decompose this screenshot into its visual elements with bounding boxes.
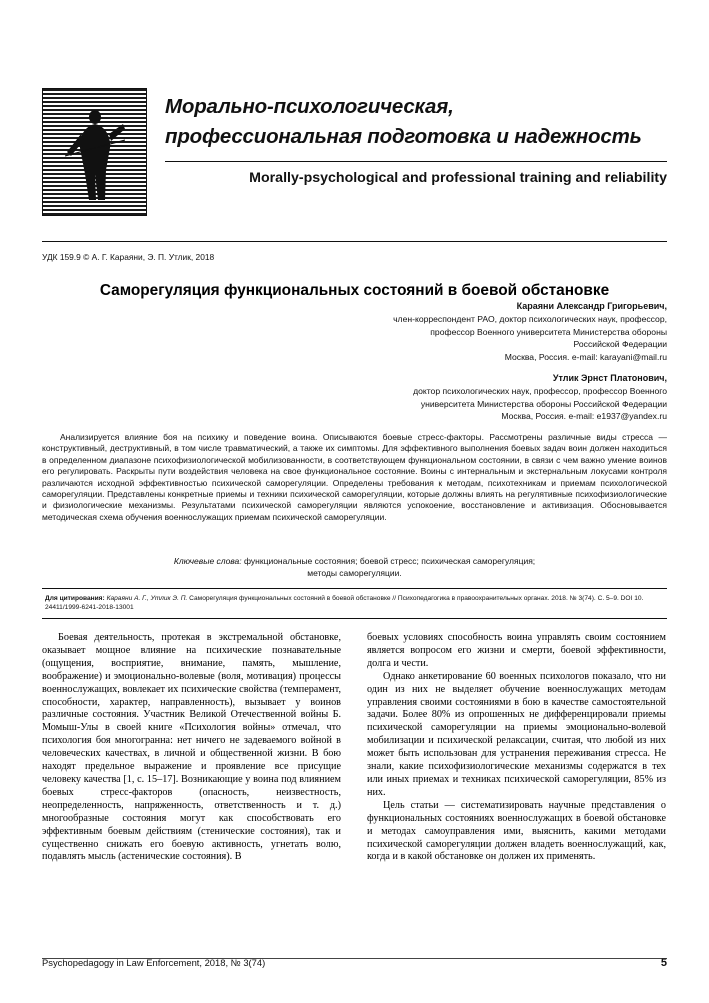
udc-line: УДК 159.9 © А. Г. Караяни, Э. П. Утлик, 2018: [42, 252, 215, 262]
footer-journal-title: Psychopedagogy in Law Enforcement, 2018, № 3(74): [42, 957, 266, 968]
masthead: [42, 88, 667, 216]
page-footer: [42, 957, 667, 969]
citation-box: [42, 588, 667, 619]
journal-logo: [42, 88, 147, 216]
right-column: [367, 632, 666, 864]
author-affiliation-line: член-корреспондент РАО, доктор психологических наук, профессор,: [393, 313, 667, 324]
keywords-line1: функциональные состояния; боевой стресс; психическая саморегуляция;: [244, 556, 536, 566]
keywords-block: [42, 556, 667, 579]
citation-label: Для цитирования:: [45, 595, 105, 602]
paragraph: Боевая деятельность, протекая в экстремальной обстановке, оказывает мощное влияние на психические познавательные (ощущения, восприятие, внимание, память, мышление, воображение) и эмоционально-волевые (воля, мотивация) процессы военнослужащих, вовлекает их психические свойства (темперамент, способности, характер, направленность), вызывает у воинов различные состояния. Участник Великой Отечественной войны Б. Момыш-Улы в своей книге «Психология войны» отмечал, что психология боя многогранна: нет ничего не задеваемого войной в человеческих качествах, в личной и общественной жизни. В бою находят предельное выражение и проявление все присущие человеку качества [1, с. 15–17]. Возникающие у воина под влиянием боевых стресс-факторов (опасность, неизвестность, неопределенность, напряженность, ответственность и т. д.) многообразные состояния могут как способствовать его эффективным боевым действиям (стенические состояния), так и существенно снижать его боевую активность, угнетать волю, подавлять мысль (астенические состояния). В: [42, 632, 341, 863]
author-affiliation-line: профессор Военного университета Министерства обороны: [430, 326, 667, 337]
masthead-title-line1: Морально-психологическая,: [165, 95, 454, 118]
masthead-title-line2: профессиональная подготовка и надежность: [165, 125, 642, 148]
authors-block: [42, 300, 667, 423]
body-columns: [42, 632, 667, 864]
author-name: Утлик Эрнст Платонович,: [552, 372, 667, 383]
woodcut-figure-icon: [65, 104, 125, 204]
author-affiliation-line: Российской Федерации: [573, 339, 667, 350]
abstract-text: Анализируется влияние боя на психику и поведение воина. Описываются боевые стресс-факторы. Рассмотрены различные виды стресса — конструктивный, деструктивный, в том числе травматический, а также их симптомы. Для эффективного выполнения боевых задач воин должен находиться в определенном диапазоне психофизиологической мобилизованности, в соответствующем функциональном состоянии, в связи с чем важно умение воинов его регулировать. Раскрыты пути воздействия человека на свое функциональное состояние. Воины с интернальным и экстернальным локусами контроля различаются исходной эффективностью психической саморегуляции. Определены требования к методам, психотехникам и приемам психологической саморегуляции. Представлены конкретные приемы и техники психической саморегуляции, которые должны влиять на регулятивные психофизиологические и физиологические механизмы. Результатами психической саморегуляции являются успокоение, восстановление и активизация. Обосновывается методическая схема обучения военнослужащих приемам психической саморегуляции.: [42, 432, 667, 522]
citation-authors: Караяни А. Г., Утлик Э. П.: [106, 595, 188, 602]
paragraph: Однако анкетирование 60 военных психологов показало, что ни один из них не выделяет обучение военнослужащих методам управления своими состояниями в бою в качестве самостоятельной задачи. Более 80% из опрошенных не дифференцировали приемы психической саморегуляции на приемы эмоционально-волевой мобилизации и психической релаксации, считая, что любой из них может быть использован для устранения переживания стресса. Не знали, какие психофизиологические механизмы содержатся в тех или иных приемах и техниках психической саморегуляции, 85% из них.: [367, 670, 666, 798]
author-entry: [42, 300, 667, 364]
paragraph: Цель статьи — систематизировать научные представления о функциональных состояниях военнослужащих в боевой обстановке и методах самоуправления ими, выяснить, какими методами психической саморегуляции должен владеть военнослужащий, как, когда и в какой обстановке он должен их применять.: [367, 799, 666, 863]
author-name: Караяни Александр Григорьевич,: [516, 301, 667, 311]
paragraph: боевых условиях способность воина управлять своим состоянием является вопросом его жизни и смерти, боевой эффективности, долга и чести.: [367, 632, 666, 669]
author-affiliation-line: университета Министерства обороны Российской Федерации: [420, 398, 667, 409]
footer-page-number: 5: [660, 957, 667, 969]
author-contact-line: Москва, Россия. e-mail: karayani@mail.ru: [504, 352, 667, 363]
left-column: [42, 632, 341, 864]
masthead-titles: [165, 88, 667, 187]
citation-text: Саморегуляция функциональных состояний в боевой обстановке // Психопедагогика в правоохранительных органах. 2018. № 3(74). С. 5–9. DOI 10. 24411/1999-6241-2018-13001: [45, 595, 644, 612]
author-affiliation-line: доктор психологических наук, профессор, профессор Военного: [413, 385, 667, 396]
masthead-bottom-rule: [42, 241, 667, 242]
masthead-divider: [165, 161, 667, 162]
author-entry: [42, 372, 667, 423]
keywords-line2: методы саморегуляции.: [307, 567, 402, 578]
page-title: Саморегуляция функциональных состояний в боевой обстановке: [99, 282, 610, 300]
keywords-label: Ключевые слова:: [173, 556, 242, 566]
author-contact-line: Москва, Россия. e-mail: e1937@yandex.ru: [501, 411, 667, 422]
masthead-title-english: Morally-psychological and professional training and reliability: [249, 170, 667, 186]
